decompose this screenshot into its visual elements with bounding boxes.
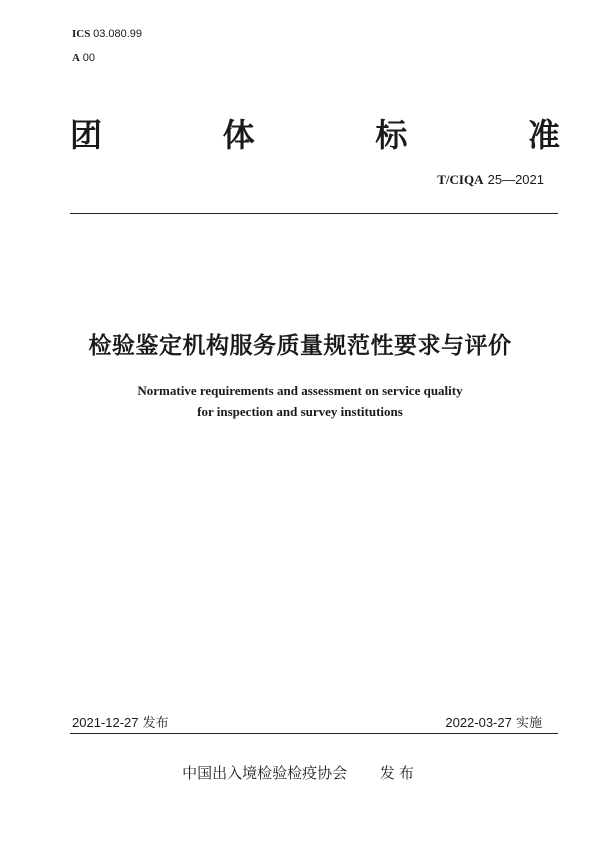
standard-number-value: 25—2021 [487, 172, 544, 187]
ccs-classification [72, 52, 95, 64]
standard-number [437, 172, 544, 188]
standard-number-prefix: T/CIQA [437, 172, 484, 187]
standard-type-char: 标 [375, 116, 408, 154]
ccs-label: A [72, 52, 80, 64]
implementation-date-block [445, 712, 542, 731]
issue-date: 2021-12-27 [72, 715, 139, 730]
publisher-name: 中国出入境检验检疫协会 [182, 764, 348, 782]
top-divider [70, 213, 558, 214]
english-title [0, 380, 600, 422]
ics-label: ICS [72, 28, 91, 40]
ics-classification [72, 28, 142, 40]
implementation-label: 实施 [515, 716, 542, 731]
implementation-date: 2022-03-27 [445, 715, 512, 730]
standard-type-char: 体 [222, 116, 255, 154]
ccs-number: 00 [82, 52, 95, 64]
standard-type-char: 准 [527, 116, 560, 154]
english-title-line: Normative requirements and assessment on service quality [137, 383, 463, 398]
ics-number: 03.080.99 [93, 28, 143, 40]
publisher-action: 发布 [379, 764, 418, 782]
standard-type-char: 团 [70, 116, 103, 154]
publisher-block [0, 762, 600, 783]
issue-date-block [72, 712, 169, 731]
issue-label: 发布 [142, 716, 169, 731]
standard-type-heading [70, 110, 560, 156]
chinese-title: 检验鉴定机构服务质量规范性要求与评价 [88, 333, 512, 359]
english-title-line: for inspection and survey institutions [197, 404, 403, 419]
bottom-divider [70, 733, 558, 734]
